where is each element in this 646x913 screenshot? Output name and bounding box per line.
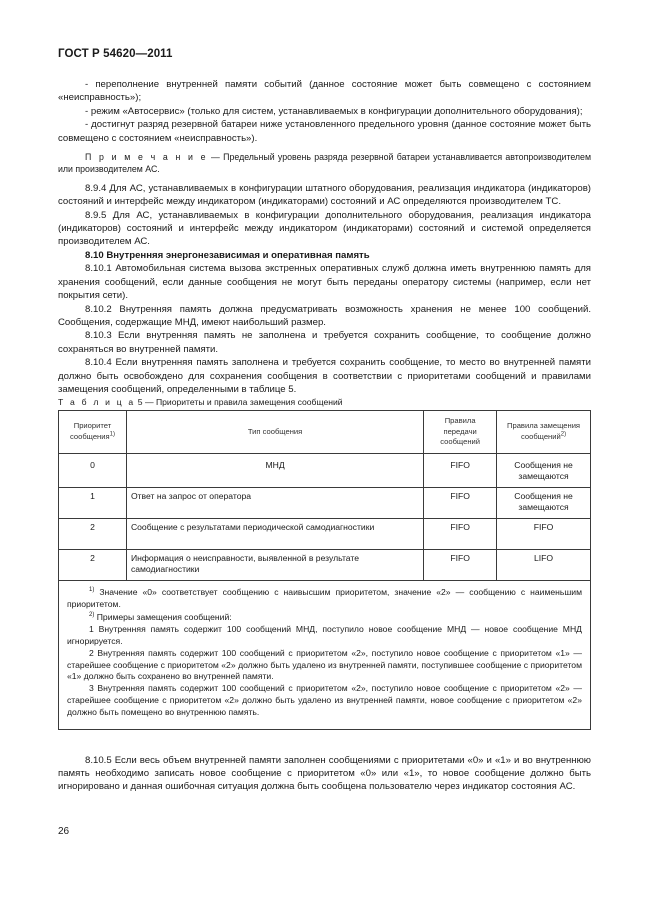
document-header: ГОСТ Р 54620—2011 (58, 48, 173, 60)
priority-table (58, 410, 591, 730)
cell-transfer: FIFO (424, 549, 497, 580)
clause-8-10-1: 8.10.1 Автомобильная система вызова экстренных оперативных служб должна иметь внутреннюю память для хранения сообщений, если данные сообщения не могут быть переданы оператору системы (например, если нет покрытия сети). (58, 263, 591, 302)
list-item: - режим «Автосервис» (только для систем, устанавливаемых в конфигурации дополнительного оборудования); (85, 105, 583, 117)
cell-transfer: FIFO (424, 453, 497, 487)
table-footnotes-row (59, 580, 591, 729)
table-footnotes (59, 580, 591, 729)
cell-type: Информация о неисправности, выявленной в результате самодиагностики (126, 549, 423, 580)
note-text: — Предельный уровень разряда резервной батареи устанавливается автопроизводителем или производителем АС. (58, 152, 591, 175)
cell-type: МНД (126, 453, 423, 487)
note-paragraph (58, 151, 591, 176)
table-caption (58, 396, 591, 409)
cell-type: Ответ на запрос от оператора (126, 487, 423, 518)
cell-type: Сообщение с результатами периодической самодиагностики (126, 518, 423, 549)
list-item: - достигнут разряд резервной батареи ниже установленного предельного уровня (данное состояние может быть совмещено с состоянием «неисправность»). (58, 119, 591, 144)
document-body (58, 78, 591, 794)
clause-8-10-4: 8.10.4 Если внутренняя память заполнена и требуется сохранить сообщение, то место во внутренней памяти должно быть освобождено для сохранения сообщения в соответствии с приоритетами сообщений и правилами замещения сообщений, определенными в таблице 5. (58, 357, 591, 395)
clause-8-9-5: 8.9.5 Для АС, устанавливаемых в конфигурации дополнительного оборудования, реализация индикатора (индикаторов) состояний и интерфейс между индикатором (индикаторами) состояний и системой определяется производителем АС. (58, 209, 591, 248)
page-number: 26 (58, 826, 70, 837)
table-row (59, 453, 591, 487)
clause-8-10-2: 8.10.2 Внутренняя память должна предусматривать возможность хранения не менее 100 сообщений. Сообщения, содержащие МНД, имеют наибольший размер. (58, 303, 591, 328)
section-heading: 8.10 Внутренняя энергонезависимая и оперативная память (85, 249, 370, 261)
footnote-example: 1 Внутренняя память содержит 100 сообщений МНД, поступило новое сообщение МНД — новое сообщение МНД игнорируется. (67, 624, 582, 646)
footnote-example: 2 Внутренняя память содержит 100 сообщений с приоритетом «2», поступило новое сообщение с приоритетом «1» — старейшее сообщение с приоритетом «2» должно быть удалено из внутренней памяти, поступившее сообщение с приоритетом «1» должно быть сохранено во внутренней памяти. (67, 647, 582, 682)
table-row (59, 518, 591, 549)
cell-transfer: FIFO (424, 518, 497, 549)
table-caption-label: Т а б л и ц а (58, 397, 136, 408)
table-caption-text: 5 — Приоритеты и правила замещения сообщений (137, 397, 343, 408)
cell-replace: Сообщения не замещаются (497, 453, 591, 487)
cell-transfer: FIFO (424, 487, 497, 518)
cell-priority: 2 (59, 549, 127, 580)
list-item: - переполнение внутренней памяти событий (данное состояние может быть совмещено с состоянием «неисправность»); (58, 79, 591, 104)
header-priority: Приоритет сообщения$^{1)}$ (59, 410, 127, 453)
cell-priority: 0 (59, 453, 127, 487)
header-message-type: Тип сообщения (126, 410, 423, 453)
table-row (59, 487, 591, 518)
table-row (59, 549, 591, 580)
table-header-row (59, 410, 591, 453)
clause-8-9-4: 8.9.4 Для АС, устанавливаемых в конфигурации штатного оборудования, реализация индикатора (индикаторов) состояний и интерфейс между индикатором (индикаторами) состояний и АС определяются производителем ТС. (58, 182, 591, 208)
note-label: П р и м е ч а н и е (85, 152, 208, 163)
header-transfer-rules: Правила передачи сообщений (424, 410, 497, 453)
header-replace-rules: Правила замещения сообщений$^{2)}$ (497, 410, 591, 453)
cell-priority: 2 (59, 518, 127, 549)
cell-replace: LIFO (497, 549, 591, 580)
cell-replace: Сообщения не замещаются (497, 487, 591, 518)
footnote-1: $^{1)}$ Значение «0» соответствует сообщению с наивысшим приоритетом, значение «2» — сообщению с наименьшим приоритетом. (67, 586, 582, 609)
footnote-example: 3 Внутренняя память содержит 100 сообщений с приоритетом «2», поступило новое сообщение с приоритетом «2» — старейшее сообщение с приоритетом «2» должно быть удалено из внутренней памяти, новое сообщение с приоритетом «2» должно быть помещено во внутреннюю память. (67, 683, 582, 717)
cell-priority: 1 (59, 487, 127, 518)
clause-8-10-3: 8.10.3 Если внутренняя память не заполнена и требуется сохранить сообщение, то сообщение должно сохраняться во внутренней памяти. (58, 330, 591, 355)
clause-8-10-5: 8.10.5 Если весь объем внутренней памяти заполнен сообщениями с приоритетами «0» и «1» и во внутреннюю память необходимо записать новое сообщение с приоритетом «0» или «1», то новое сообщение должно быть игнорировано и данная ошибочная ситуация должна быть сообщена пользователю через индикатор состояния АС. (58, 754, 591, 793)
cell-replace: FIFO (497, 518, 591, 549)
footnote-2: $^{2)}$ Примеры замещения сообщений: (89, 612, 232, 623)
